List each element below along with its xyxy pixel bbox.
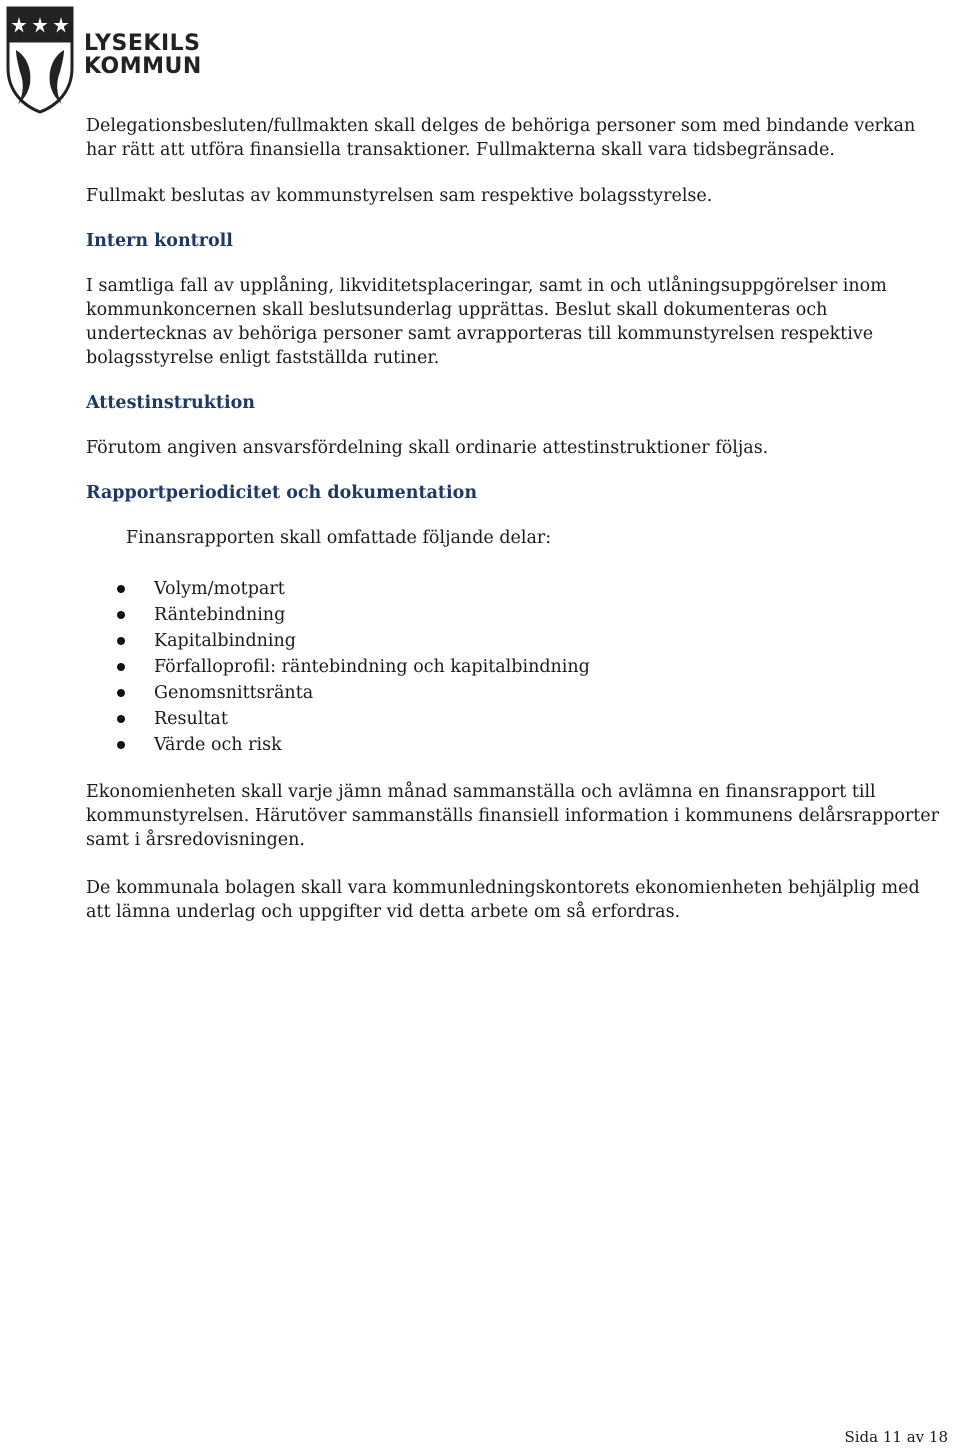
list-item-label: Förfalloprofil: räntebindning och kapitalbindning	[154, 657, 590, 677]
list-item	[86, 602, 946, 628]
municipality-logo	[6, 6, 202, 114]
document-body	[86, 114, 946, 924]
paragraph-fullmakt: Fullmakt beslutas av kommunstyrelsen sam respektive bolagsstyrelse.	[86, 186, 713, 206]
list-item	[86, 576, 946, 602]
logo-line-2: KOMMUN	[84, 54, 202, 79]
list-item-label: Värde och risk	[154, 735, 282, 755]
list-item	[86, 654, 946, 680]
bullet-icon	[117, 611, 125, 619]
paragraph-delegation: Delegationsbesluten/fullmakten skall delges de behöriga personer som med bindande verkan har rätt att utföra finansiella transaktioner. Fullmakterna skall vara tidsbegränsade.	[86, 116, 916, 160]
list-item	[86, 732, 946, 758]
paragraph-finansrapport-intro: Finansrapporten skall omfattade följande delar:	[126, 528, 552, 548]
logo-line-1: LYSEKILS	[84, 31, 201, 56]
list-item-label: Kapitalbindning	[154, 631, 296, 651]
heading-rapportperiodicitet: Rapportperiodicitet och dokumentation	[86, 483, 478, 503]
list-item-label: Räntebindning	[154, 605, 286, 625]
bullet-icon	[117, 741, 125, 749]
finansrapport-list	[86, 576, 946, 758]
paragraph-intern-kontroll: I samtliga fall av upplåning, likviditetsplaceringar, samt in och utlåningsuppgörelser inom kommunkoncernen skall beslutsunderlag upprättas. Beslut skall dokumenteras och undertecknas av behöriga personer samt avrapporteras till kommunstyrelsen respektive bolagsstyrelse enligt fastställda rutiner.	[86, 276, 887, 368]
paragraph-bolagen: De kommunala bolagen skall vara kommunledningskontorets ekonomienheten behjälplig med att lämna underlag och uppgifter vid detta arbete om så erfordras.	[86, 878, 920, 922]
list-item	[86, 680, 946, 706]
list-item-label: Volym/motpart	[154, 579, 285, 599]
coat-of-arms-icon	[6, 6, 74, 114]
list-item-label: Genomsnittsränta	[154, 683, 314, 703]
page-number: Sida 11 av 18	[844, 1428, 948, 1446]
paragraph-attestinstruktion: Förutom angiven ansvarsfördelning skall ordinarie attestinstruktioner följas.	[86, 438, 769, 458]
list-item-label: Resultat	[154, 709, 228, 729]
bullet-icon	[117, 637, 125, 645]
list-item	[86, 628, 946, 654]
bullet-icon	[117, 585, 125, 593]
bullet-icon	[117, 715, 125, 723]
bullet-icon	[117, 689, 125, 697]
logo-wordmark	[84, 32, 202, 78]
heading-attestinstruktion: Attestinstruktion	[86, 393, 256, 413]
paragraph-ekonomienheten: Ekonomienheten skall varje jämn månad sammanställa och avlämna en finansrapport till kommunstyrelsen. Härutöver sammanställs finansiell information i kommunens delårsrapporter samt i årsredovisningen.	[86, 782, 939, 850]
list-item	[86, 706, 946, 732]
bullet-icon	[117, 663, 125, 671]
heading-intern-kontroll: Intern kontroll	[86, 231, 233, 251]
